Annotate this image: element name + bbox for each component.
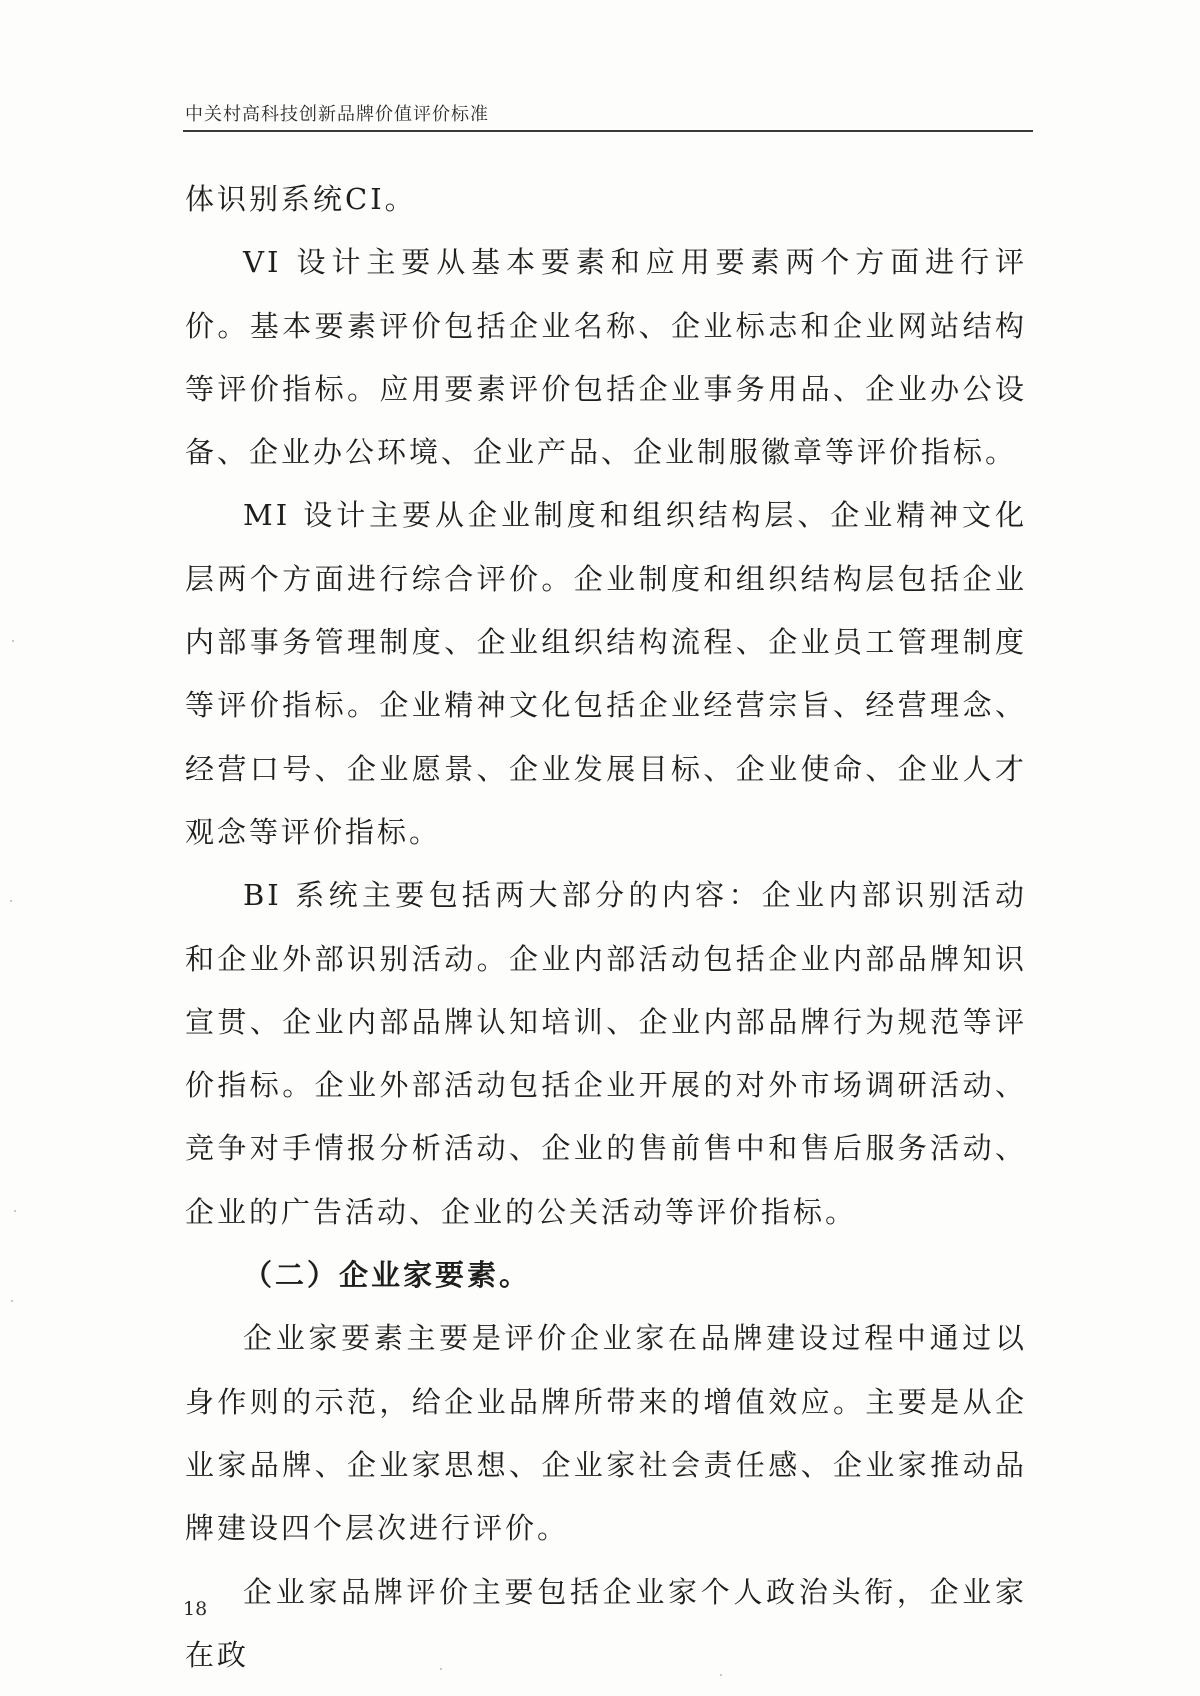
body-text bbox=[185, 168, 1027, 1687]
paragraph-vi-design: VI 设计主要从基本要素和应用要素两个方面进行评价。基本要素评价包括企业名称、企业标志和企业网站结构等评价指标。应用要素评价包括企业事务用品、企业办公设备、企业办公环境、企业产品、企业制服徽章等评价指标。 bbox=[185, 245, 1027, 470]
paragraph-bi-system: BI 系统主要包括两大部分的内容：企业内部识别活动和企业外部识别活动。企业内部活动包括企业内部品牌知识宣贯、企业内部品牌认知培训、企业内部品牌行为规范等评价指标。企业外部活动包括企业开展的对外市场调研活动、竞争对手情报分析活动、企业的售前售中和售后服务活动、企业的广告活动、企业的公关活动等评价指标。 bbox=[185, 878, 1027, 1229]
page-number: 18 bbox=[183, 1598, 208, 1620]
running-header: 中关村高科技创新品牌价值评价标准 bbox=[185, 104, 489, 125]
paragraph-entrepreneur-brand: 企业家品牌评价主要包括企业家个人政治头衔，企业家在政 bbox=[185, 1574, 1027, 1672]
scan-speck bbox=[720, 1674, 722, 1676]
scan-speck bbox=[12, 640, 14, 642]
scan-speck bbox=[10, 900, 12, 902]
scan-speck bbox=[440, 1668, 442, 1670]
section-heading-entrepreneur: （二）企业家要素。 bbox=[243, 1258, 532, 1293]
paragraph-continuation: 体识别系统CI。 bbox=[185, 182, 417, 216]
scan-speck bbox=[14, 1210, 16, 1212]
scan-speck bbox=[11, 1300, 13, 1302]
header-rule bbox=[183, 130, 1033, 132]
paragraph-mi-design: MI 设计主要从企业制度和组织结构层、企业精神文化层两个方面进行综合评价。企业制度和组织结构层包括企业内部事务管理制度、企业组织结构流程、企业员工管理制度等评价指标。企业精神文化包括企业经营宗旨、经营理念、经营口号、企业愿景、企业发展目标、企业使命、企业人才观念等评价指标。 bbox=[185, 498, 1027, 849]
paragraph-entrepreneur-elements: 企业家要素主要是评价企业家在品牌建设过程中通过以身作则的示范，给企业品牌所带来的增值效应。主要是从企业家品牌、企业家思想、企业家社会责任感、企业家推动品牌建设四个层次进行评价。 bbox=[185, 1321, 1027, 1546]
